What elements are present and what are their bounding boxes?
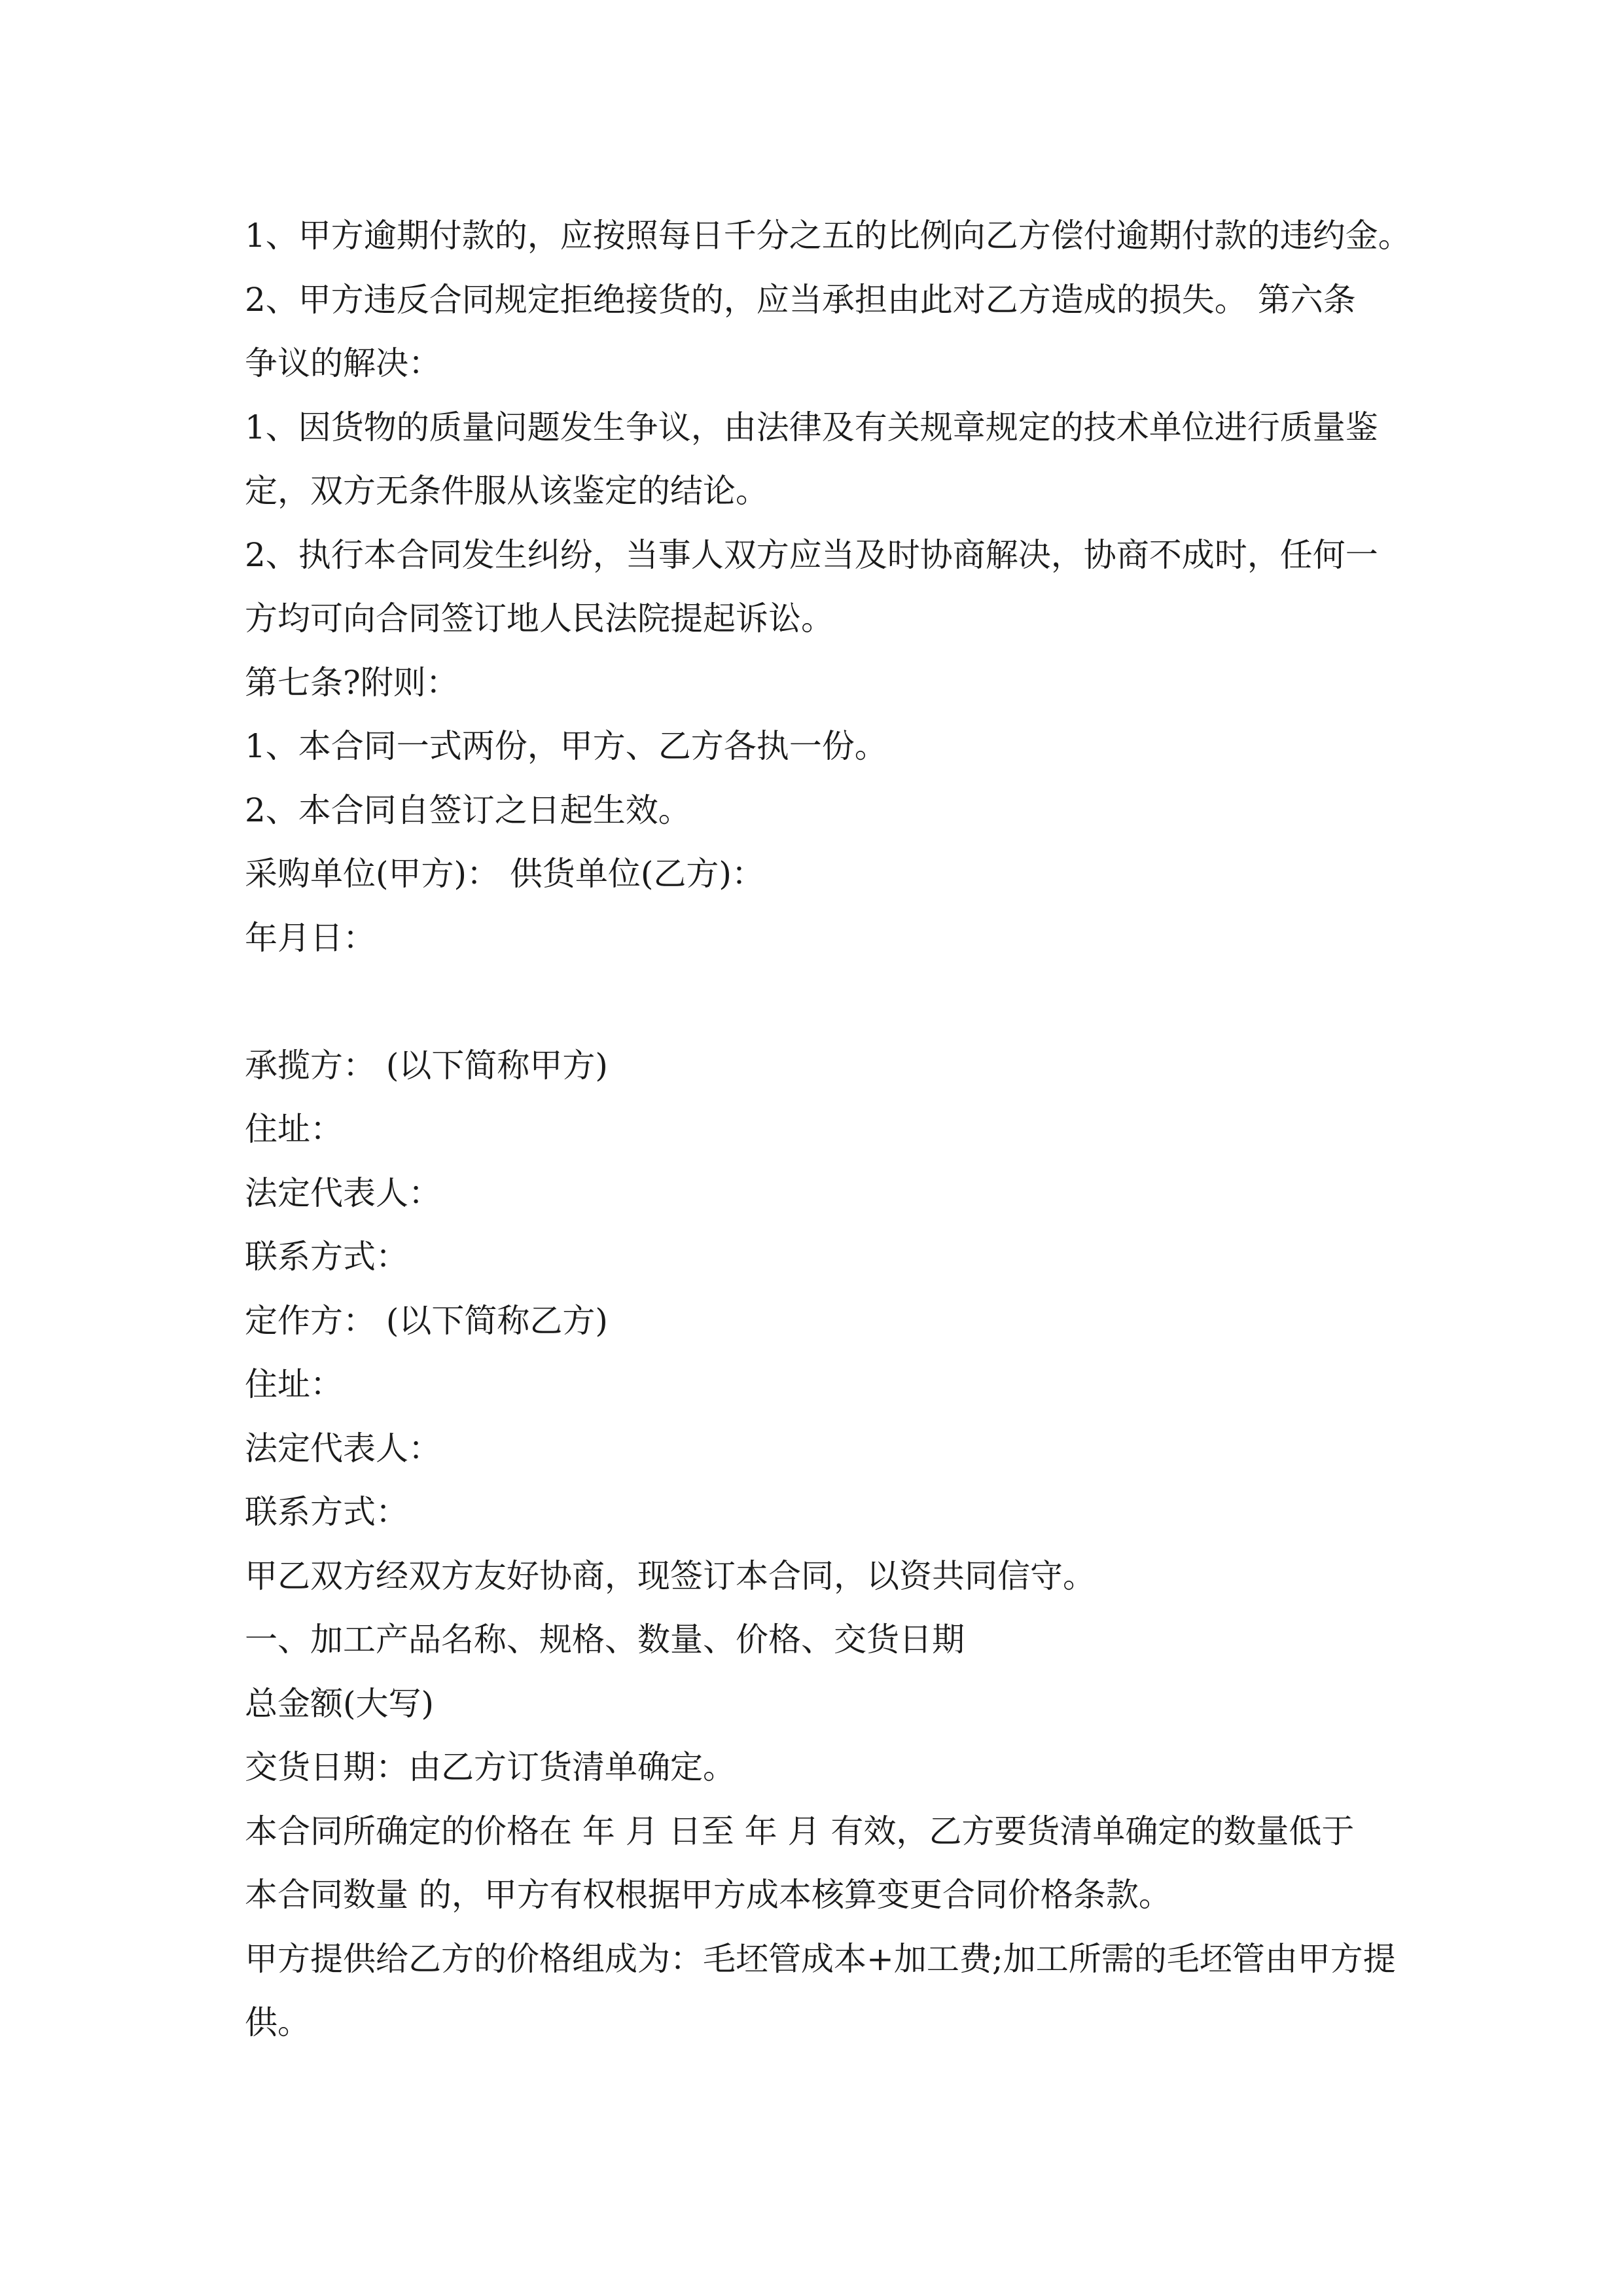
section-heading: 第七条?附则： [245,663,459,702]
section-heading: 一、加工产品名称、规格、数量、价格、交货日期 [245,1621,965,1659]
clause-line: 2、执行本合同发生纠纷，当事人双方应当及时协商解决，协商不成时，任何一 [245,535,1378,574]
address-field: 住址： [245,1110,343,1148]
blank-line [245,970,1391,1034]
clause-line: 甲乙双方经双方友好协商，现签订本合同，以资共同信守。 [245,1556,1096,1595]
clause-line: 交货日期：由乙方订货清单确定。 [245,1748,736,1786]
clause-line: 1、本合同一式两份，甲方、乙方各执一份。 [245,727,887,765]
clause-line: 本合同所确定的价格在 年 月 日至 年 月 有效，乙方要货清单确定的数量低于 [245,1812,1355,1850]
date-line: 年月日： [245,918,376,957]
clause-line: 争议的解决： [245,344,441,382]
clause-line: 定，双方无条件服从该鉴定的结论。 [245,472,768,510]
clause-line: 本合同数量 的，甲方有权根据甲方成本核算变更合同价格条款。 [245,1876,1171,1914]
document-body [245,204,1411,2055]
party-a-line: 承揽方： (以下简称甲方) [245,1046,608,1085]
contact-field: 联系方式： [245,1493,408,1531]
contact-field: 联系方式： [245,1238,408,1276]
clause-line: 1、因货物的质量问题发生争议，由法律及有关规章规定的技术单位进行质量鉴 [245,408,1378,446]
clause-line: 1、甲方逾期付款的，应按照每日千分之五的比例向乙方偿付逾期付款的违约金。 [245,217,1411,255]
clause-line: 2、甲方违反合同规定拒绝接货的，应当承担由此对乙方造成的损失。 第六条 [245,280,1356,319]
party-b-line: 定作方： (以下简称乙方) [245,1301,608,1340]
clause-line: 供。 [245,2003,310,2041]
legal-rep-field: 法定代表人： [245,1429,441,1467]
clause-line: 方均可向合同签订地人民法院提起诉讼。 [245,600,834,637]
clause-line: 总金额(大写) [245,1684,435,1723]
legal-rep-field: 法定代表人： [245,1174,441,1212]
clause-line: 2、本合同自签订之日起生效。 [245,791,691,829]
address-field: 住址： [245,1365,343,1403]
signature-line: 采购单位(甲方)： 供货单位(乙方)： [245,855,764,893]
clause-line: 甲方提供给乙方的价格组成为：毛坯管成本+加工费;加工所需的毛坯管由甲方提 [245,1939,1396,1978]
